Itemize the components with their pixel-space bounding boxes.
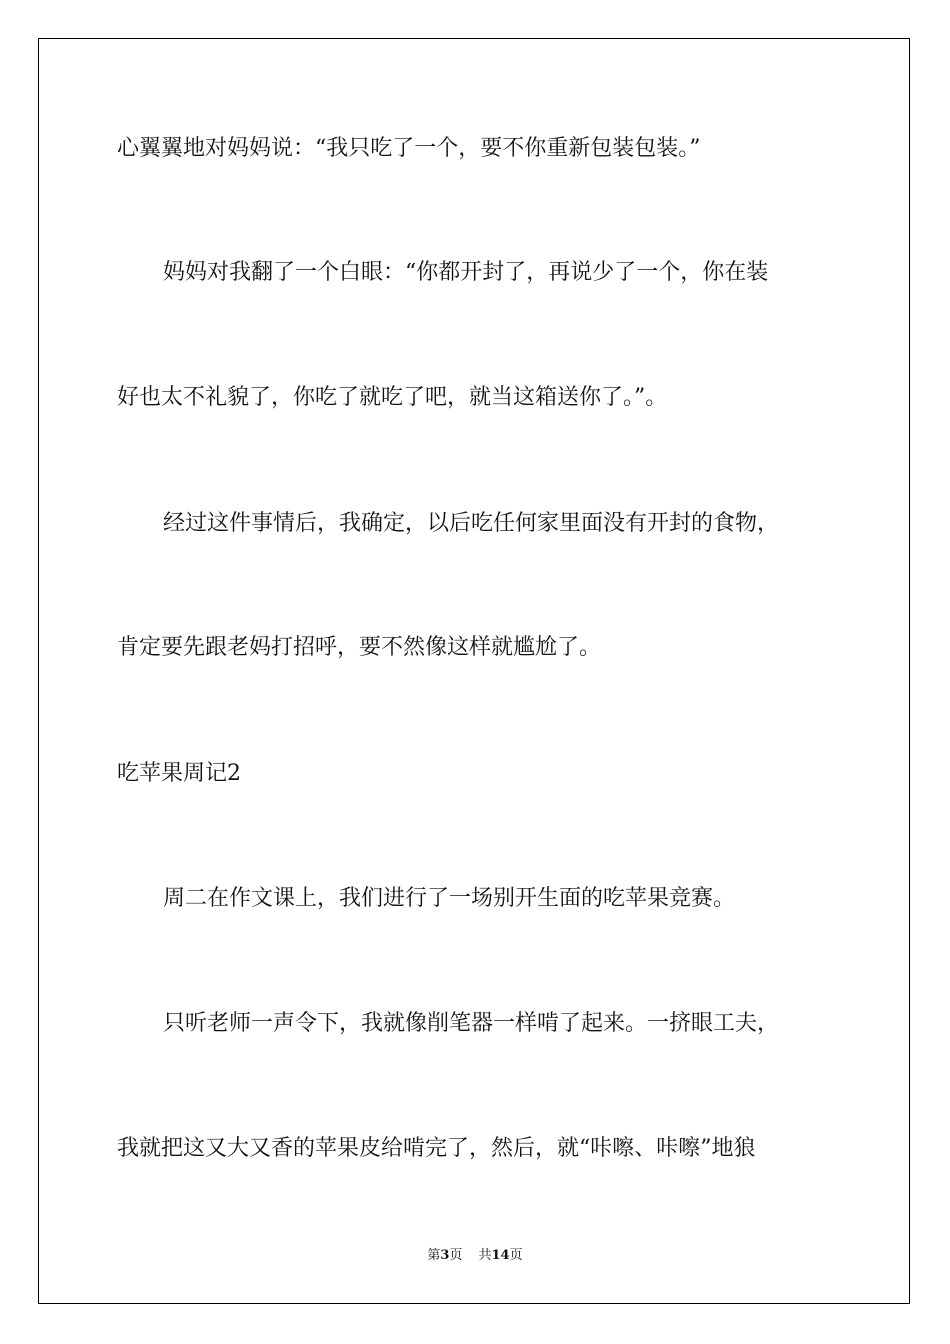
section-heading: 吃苹果周记2	[117, 761, 241, 786]
page-suffix: 页	[449, 1248, 463, 1263]
paragraph-line-2: 妈妈对我翻了一个白眼：“你都开封了，再说少了一个，你在装	[163, 260, 769, 285]
paragraph-line-8: 我就把这又大又香的苹果皮给啃完了，然后，就“咔嚓、咔嚓”地狼	[117, 1136, 756, 1161]
paragraph-line-5: 肯定要先跟老妈打招呼，要不然像这样就尴尬了。	[117, 635, 602, 660]
page-number: 3	[440, 1248, 450, 1263]
paragraph-line-7: 只听老师一声令下，我就像削笔器一样啃了起来。一挤眼工夫，	[163, 1011, 780, 1036]
page-prefix: 第	[427, 1248, 441, 1263]
total-prefix: 共	[478, 1248, 492, 1263]
page-footer	[0, 1247, 950, 1265]
paragraph-line-6: 周二在作文课上，我们进行了一场别开生面的吃苹果竞赛。	[163, 886, 736, 911]
total-suffix: 页	[509, 1248, 523, 1263]
paragraph-line-1: 心翼翼地对妈妈说：“我只吃了一个，要不你重新包装包装。”	[117, 136, 701, 161]
paragraph-line-3: 好也太不礼貌了，你吃了就吃了吧，就当这箱送你了。”。	[117, 385, 668, 410]
total-pages: 14	[491, 1248, 510, 1263]
page-border	[38, 38, 910, 1304]
paragraph-line-4: 经过这件事情后，我确定，以后吃任何家里面没有开封的食物，	[163, 511, 780, 536]
